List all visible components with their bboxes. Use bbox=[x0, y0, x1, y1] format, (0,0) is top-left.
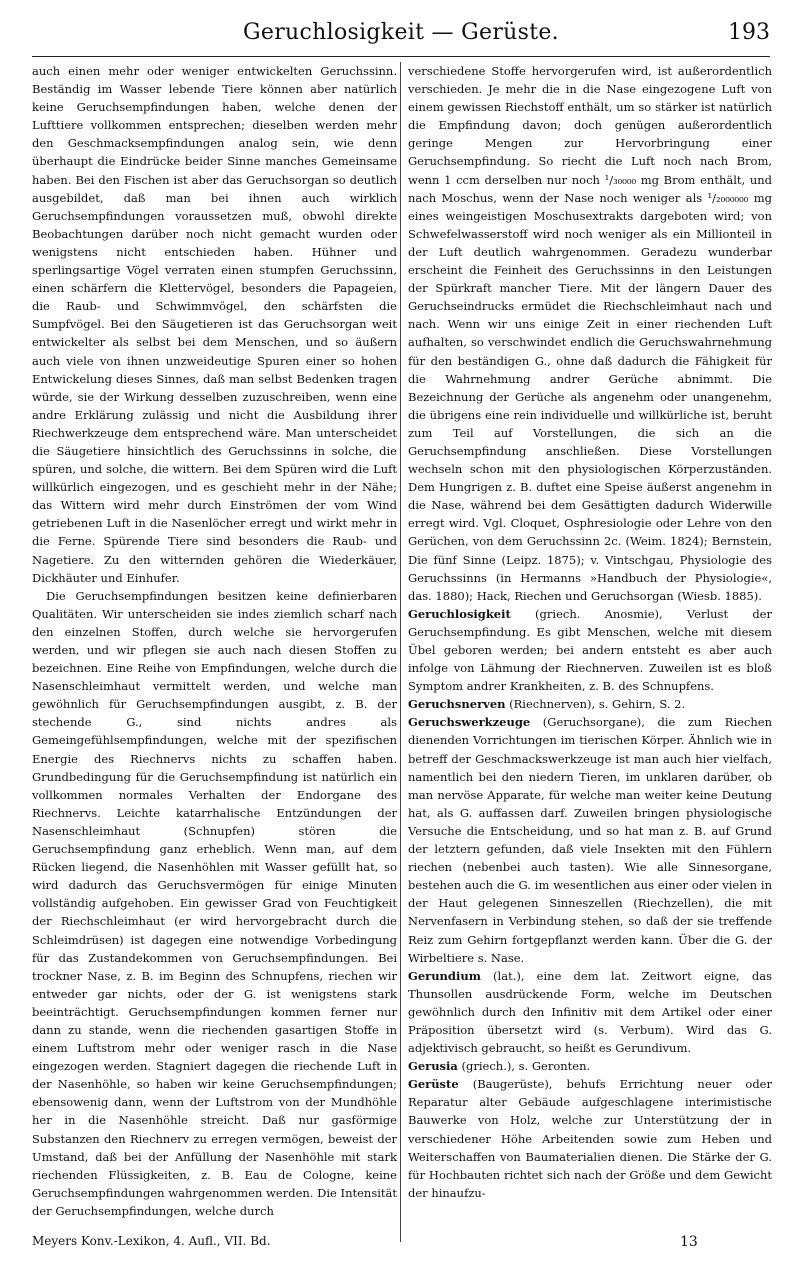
entry-geruchswerkzeuge bbox=[408, 713, 772, 966]
entry-text: (Baugerüste), behufs Errichtung neuer oder Reparatur alter Gebäude aufgeschlagene interimistische Bauwerke von Holz, welche zur Unterstützung der in verschiedener Höhe Arbeitenden sowie zum Heben und Weiterschaffen von Baumaterialien dienen. Die Stärke der G. für Hochbauten richtet sich nach der Größe und dem Gewicht der hinaufzu- bbox=[408, 1077, 772, 1200]
paragraph-smell-animals: auch einen mehr oder weniger entwickelten Geruchssinn. Beständig im Wasser lebende Tiere können aber natürlich keine Geruchsempfindungen haben, welche denen der Lufttiere vollkommen entsprechen; dieselben werden mehr den Geschmacksempfindungen analog sein, wie denn überhaupt die Eindrücke beider Sinne manches Gemeinsame haben. Bei den Fischen ist aber das Geruchsorgan so deutlich ausgebildet, daß man bei ihnen auch wirklich Geruchsempfindungen voraussetzen muß, obwohl direkte Beobachtungen darüber noch nicht gemacht wurden oder wenigstens nicht entschieden haben. Hühner und sperlingsartige Vögel verraten einen stumpfen Geruchssinn, einen schärfern die Klettervögel, besonders die Papageien, die Raub- und Schwimmvögel, den schärfsten die Sumpfvögel. Bei den Säugetieren ist das Geruchsorgan weit entwickelter als selbst bei dem Menschen, und so äußern auch viele von ihnen unzweideutige Spuren einer so hohen Entwickelung dieses Sinnes, daß man selbst Bedenken tragen würde, sie der Wirkung desselben zuzuschreiben, wenn eine andre Erklärung zulässig und nicht die Ausbildung ihrer Riechwerkzeuge dem entsprechend wäre. Man unterscheidet die Säugetiere hinsichtlich des Geruchssinns in solche, die spüren, und solche, die wittern. Bei dem Spüren wird die Luft willkürlich eingezogen, und es geschieht mehr in der Nähe; das Wittern wird mehr durch Einströmen der vom Wind getriebenen Luft in die Nasenlöcher erregt und wirkt mehr in die Ferne. Spürende Tiere sind besonders die Raub- und Nagetiere. Zu den witternden gehören die Wiederkäuer, Dickhäuter und Einhufer. bbox=[32, 64, 397, 585]
lemma-geruchsnerven: Geruchsnerven bbox=[408, 697, 506, 712]
lemma-geruchswerkzeuge: Geruchswerkzeuge bbox=[408, 715, 531, 730]
entry-text: (griech.), s. Geronten. bbox=[457, 1059, 591, 1074]
lemma-geruste: Gerüste bbox=[408, 1077, 459, 1092]
page-header bbox=[32, 20, 770, 52]
entry-gerusia bbox=[408, 1057, 772, 1075]
header-rule bbox=[32, 56, 770, 57]
signature-mark: 13 bbox=[680, 1234, 698, 1250]
lemma-gerundium: Gerundium bbox=[408, 968, 481, 983]
column-divider bbox=[400, 62, 401, 1242]
lemma-geruchlosigkeit: Geruchlosigkeit bbox=[408, 606, 511, 621]
entry-text: (lat.), eine dem lat. Zeitwort eigne, das Thunsollen ausdrückende Form, welche im Deutschen gewöhnlich durch den Infinitiv mit dem Artikel oder einer Präposition übersetzt wird (s. Verbum). Wird das G. adjektivisch gebraucht, so heißt es Gerundivum. bbox=[408, 968, 772, 1056]
entry-text: (Geruchsorgane), die zum Riechen dienenden Vorrichtungen im tierischen Körper. Ähnlich wie in betreff der Geschmackswerkzeuge ist man auch hier vielfach, namentlich bei den niedern Tieren, im unklaren darüber, ob man nervöse Apparate, für welche man weiter keine Deutung hat, als G. auffassen darf. Zuweilen bringen physiologische Versuche die Entscheidung, und so hat man z. B. auf Grund der letztern gefunden, daß viele Insekten mit den Fühlern riechen (nebenbei auch tasten). Wie alle Sinnesorgane, bestehen auch die G. im wesentlichen aus einer oder vielen in der Haut gelegenen Sinneszellen (Riechzellen), die mit Nervenfasern in Verbindung stehen, so daß der sie treffende Reiz zum Gehirn fortgepflanzt werden kann. Über die G. der Wirbeltiere s. Nase. bbox=[408, 715, 772, 965]
paragraph-smell-intensity: verschiedene Stoffe hervorgerufen wird, ist außerordentlich verschieden. Je mehr die in die Nase eingezogene Luft von einem gewissen Riechstoff enthält, um so stärker ist natürlich die Empfindung davon; doch genügen außerordentlich geringe Mengen zur Hervorbringung einer Geruchsempfindung. So riecht die Luft noch nach Brom, wenn 1 ccm derselben nur noch ¹/₃₀₀₀₀ mg Brom enthält, und nach Moschus, wenn der Nase noch weniger als ¹/₂₀₀₀₀₀₀ mg eines weingeistigen Moschusextrakts dargeboten wird; von Schwefelwasserstoff wird noch weniger als ein Millionteil in der Luft deutlich wahrgenommen. Geradezu wunderbar erscheint die Feinheit des Geruchssinns in den Leistungen der Spürkraft mancher Tiere. Mit der längern Dauer des Geruchseindrucks ermüdet die Riechschleimhaut nach und nach. Wenn wir uns einige Zeit in einer riechenden Luft aufhalten, so verschwindet endlich die Geruchswahrnehmung für den beständigen G., ohne daß dadurch die Fähigkeit für die Wahrnehmung andrer Gerüche abnimmt. Die Bezeichnung der Gerüche als angenehm oder unangenehm, die übrigens eine rein individuelle und willkürliche ist, beruht zum Teil auf Vorstellungen, die sich an die Geruchsempfindung anschließen. Diese Vorstellungen wechseln schon mit den physiologischen Körperzuständen. Dem Hungrigen z. B. duftet eine Speise äußerst angenehm in die Nase, während bei dem Gesättigten dadurch Widerwille erregt wird. Vgl. Cloquet, Osphresiologie oder Lehre von den Gerüchen, von dem Geruchssinn 2c. (Weim. 1824); Bernstein, Die fünf Sinne (Leipz. 1875); v. Vintschgau, Physiologie des Geruchssinns (in Hermanns »Handbuch der Physiologie«, das. 1880); Hack, Riechen und Geruchsorgan (Wiesb. 1885). bbox=[408, 64, 772, 603]
entry-geruste bbox=[408, 1075, 772, 1202]
entry-geruchlosigkeit bbox=[408, 605, 772, 695]
page-footer bbox=[32, 1234, 770, 1256]
entry-gerundium bbox=[408, 967, 772, 1057]
entry-text: (Riechnerven), s. Gehirn, S. 2. bbox=[505, 697, 686, 712]
entry-text: (griech. Anosmie), Verlust der Geruchsempfindung. Es gibt Menschen, welche mit diesem Übel geboren werden; bei andern entsteht es aber auch infolge von Lähmung der Riechnerven. Zuweilen ist es bloß Symptom andrer Krankheiten, z. B. des Schnupfens. bbox=[408, 606, 772, 694]
running-title: Geruchlosigkeit — Gerüste. bbox=[243, 20, 559, 45]
source-note: Meyers Konv.-Lexikon, 4. Aufl., VII. Bd. bbox=[32, 1234, 271, 1248]
paragraph-smell-sensations: Die Geruchsempfindungen besitzen keine definierbaren Qualitäten. Wir unterscheiden sie indes ziemlich scharf nach den einzelnen Stoffen, durch welche sie hervorgerufen werden, und wir pflegen sie auch nach diesen Stoffen zu bezeichnen. Eine Reihe von Empfindungen, welche durch die Nasenschleimhaut vermittelt werden, und welche man gewöhnlich für Geruchsempfindungen ausgibt, z. B. der stechende G., sind nichts andres als Gemeingefühlsempfindungen, welche mit der spezifischen Energie des Riechnervs nichts zu schaffen haben. Grundbedingung für die Geruchsempfindung ist natürlich ein vollkommen normales Verhalten der Endorgane des Riechnervs. Leichte katarrhalische Entzündungen der Nasenschleimhaut (Schnupfen) stören die Geruchsempfindung ganz erheblich. Wenn man, auf dem Rücken liegend, die Nasenhöhlen mit Wasser gefüllt hat, so wird dadurch das Geruchsvermögen für einige Minuten vollständig aufgehoben. Ein gewisser Grad von Feuchtigkeit der Riechschleimhaut (er wird hervorgebracht durch die Schleimdrüsen) ist dagegen eine notwendige Vorbedingung für das Zustandekommen von Geruchsempfindungen. Bei trockner Nase, z. B. im Beginn des Schnupfens, riechen wir entweder gar nichts, oder der G. ist wenigstens stark beeinträchtigt. Geruchsempfindungen kommen ferner nur dann zu stande, wenn die riechenden gasartigen Stoffe in einem Luftstrom mehr oder weniger rasch in die Nase eingezogen werden. Stagniert dagegen die riechende Luft in der Nasenhöhle, so haben wir keine Geruchsempfindungen; ebensowenig dann, wenn der Luftstrom von der Mundhöhle her in die Nasenhöhle streicht. Daß nur gasförmige Substanzen den Riechnerv zu erregen vermögen, beweist der Umstand, daß bei der Anfüllung der Nasenhöhle mit stark riechenden Flüssigkeiten, z. B. Eau de Cologne, keine Geruchsempfindungen wahrgenommen werden. Die Intensität der Geruchsempfindungen, welche durch bbox=[32, 588, 397, 1218]
entry-geruchsnerven bbox=[408, 695, 772, 713]
right-column bbox=[408, 62, 772, 1202]
lemma-gerusia: Gerusia bbox=[408, 1059, 458, 1074]
page-number: 193 bbox=[728, 20, 770, 45]
left-column bbox=[32, 62, 397, 1220]
